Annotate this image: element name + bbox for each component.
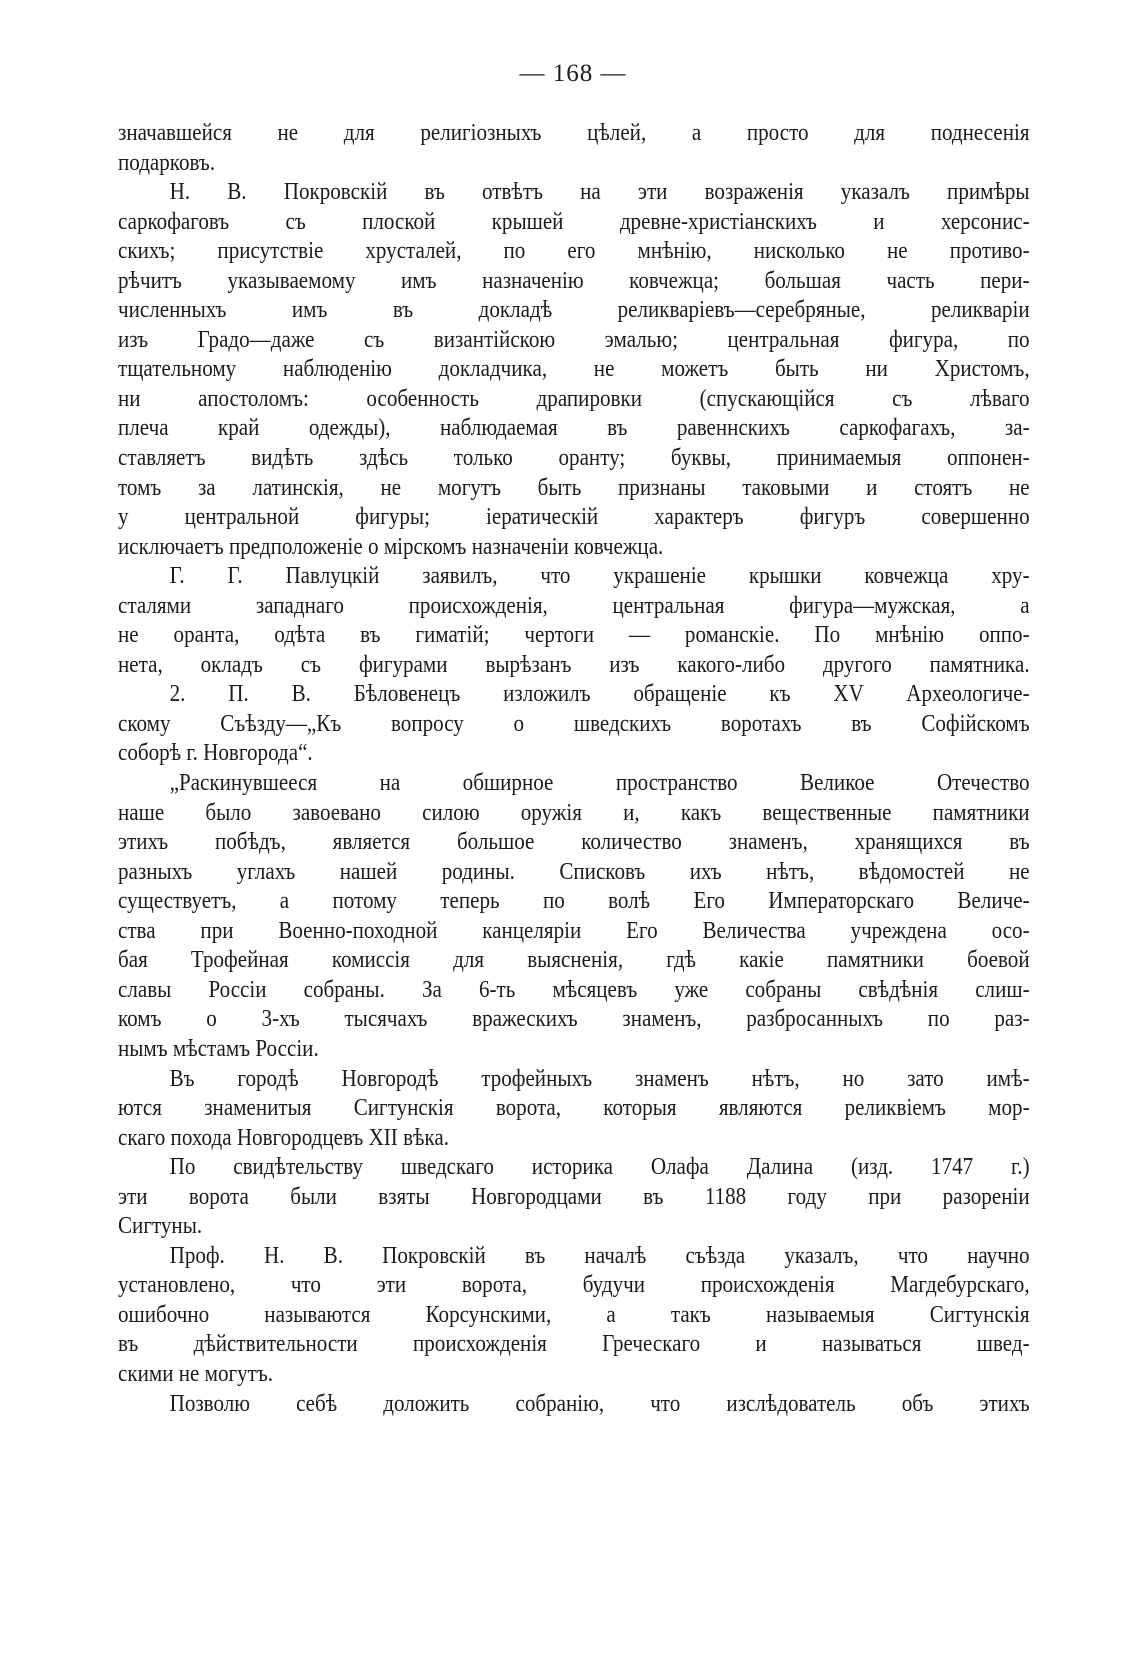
text-line: существуетъ, а потому теперь по волѣ Его Императорскаго Величе- <box>118 887 1030 915</box>
text-line: численныхъ имъ въ докладѣ реликваріевъ—серебряные, реликваріи <box>118 296 1030 324</box>
text-line: въ дѣйствительности происхожденія Греческаго и называться швед- <box>118 1330 1030 1358</box>
text-line: значавшейся не для религіозныхъ цѣлей, а просто для поднесенія <box>118 119 1030 146</box>
text-line: Въ городѣ Новгородѣ трофейныхъ знаменъ нѣтъ, но зато имѣ- <box>169 1064 1030 1092</box>
text-line: сталями западнаго происхожденія, центральная фигура—мужская, а <box>118 591 1030 619</box>
text-line: у центральной фигуры; іератическій характеръ фигуръ совершенно <box>118 503 1030 531</box>
text-line: Сигтуны. <box>118 1212 203 1240</box>
text-line: бая Трофейная комиссія для выясненія, гдѣ какіе памятники боевой <box>118 946 1030 974</box>
text-line: наше было завоевано силою оружія и, какъ вещественные памятники <box>118 798 1030 826</box>
text-line: ставляетъ видѣть здѣсь только оранту; буквы, принимаемыя оппонен- <box>118 444 1030 472</box>
text-line: „Раскинувшееся на обширное пространство Великое Отечество <box>169 769 1030 797</box>
text-line: рѣчитъ указываемому имъ назначенію ковчежца; большая часть пери- <box>118 266 1030 294</box>
text-line: нета, окладъ съ фигурами вырѣзанъ изъ какого-либо другого памятника. <box>118 650 1030 678</box>
text-line: славы Россіи собраны. За 6-ть мѣсяцевъ уже собраны свѣдѣнія слиш- <box>118 975 1030 1003</box>
text-line: Г. Г. Павлуцкій заявилъ, что украшеніе крышки ковчежца хру- <box>169 562 1030 590</box>
text-line: исключаетъ предположеніе о мірскомъ назначеніи ковчежца. <box>118 532 664 560</box>
text-line: ются знаменитыя Сигтунскія ворота, которыя являются реликвіемъ мор- <box>118 1094 1030 1122</box>
text-line: ства при Военно-походной канцеляріи Его Величества учреждена осо- <box>118 916 1030 944</box>
text-line: Позволю себѣ доложить собранію, что изслѣдователь объ этихъ <box>169 1389 1030 1417</box>
text-line: скаго похода Новгородцевъ XII вѣка. <box>118 1123 450 1151</box>
page-number: — 168 — <box>519 60 627 87</box>
text-line: нымъ мѣстамъ Россіи. <box>118 1034 319 1062</box>
text-line: скими не могутъ. <box>118 1359 274 1387</box>
text-line: саркофаговъ съ плоской крышей древне-христіанскихъ и херсонис- <box>118 207 1030 235</box>
text-line: томъ за латинскія, не могутъ быть признаны таковыми и стоятъ не <box>118 473 1030 501</box>
text-line: Н. В. Покровскій въ отвѣтъ на эти возраженія указалъ примѣры <box>169 178 1030 206</box>
text-line: Проф. Н. В. Покровскій въ началѣ съѣзда указалъ, что научно <box>169 1241 1030 1269</box>
text-line: ни апостоломъ: особенность драпировки (спускающійся съ лѣваго <box>118 384 1030 412</box>
text-line: этихъ побѣдъ, является большое количество знаменъ, хранящихся въ <box>118 828 1030 856</box>
text-line: ошибочно называются Корсунскими, а такъ называемыя Сигтунскія <box>118 1300 1030 1328</box>
text-line: тщательному наблюденію докладчика, не можетъ быть ни Христомъ, <box>118 355 1030 383</box>
text-line: По свидѣтельству шведскаго историка Олафа Далина (изд. 1747 г.) <box>169 1153 1030 1181</box>
text-line: изъ Градо—даже съ византійскою эмалью; центральная фигура, по <box>118 325 1030 353</box>
text-line: подарковъ. <box>118 148 216 176</box>
text-line: скихъ; присутствіе хрусталей, по его мнѣнію, нисколько не противо- <box>118 237 1030 265</box>
text-line: плеча край одежды), наблюдаемая въ равеннскихъ саркофагахъ, за- <box>118 414 1030 442</box>
document-body <box>118 118 1030 1418</box>
text-line: эти ворота были взяты Новгородцами въ 1188 году при разореніи <box>118 1182 1030 1210</box>
text-line: установлено, что эти ворота, будучи происхожденія Магдебурскаго, <box>118 1271 1030 1299</box>
text-line: 2. П. В. Бѣловенецъ изложилъ обращеніе къ XV Археологиче- <box>169 680 1030 708</box>
text-line: разныхъ углахъ нашей родины. Списковъ ихъ нѣтъ, вѣдомостей не <box>118 857 1030 885</box>
text-line: скому Съѣзду—„Къ вопросу о шведскихъ воротахъ въ Софійскомъ <box>118 709 1030 737</box>
text-line: соборѣ г. Новгорода“. <box>118 739 313 767</box>
text-line: не оранта, одѣта въ гиматій; чертоги — романскіе. По мнѣнію оппо- <box>118 621 1030 649</box>
text-line: комъ о 3-хъ тысячахъ вражескихъ знаменъ, разбросанныхъ по раз- <box>118 1005 1030 1033</box>
